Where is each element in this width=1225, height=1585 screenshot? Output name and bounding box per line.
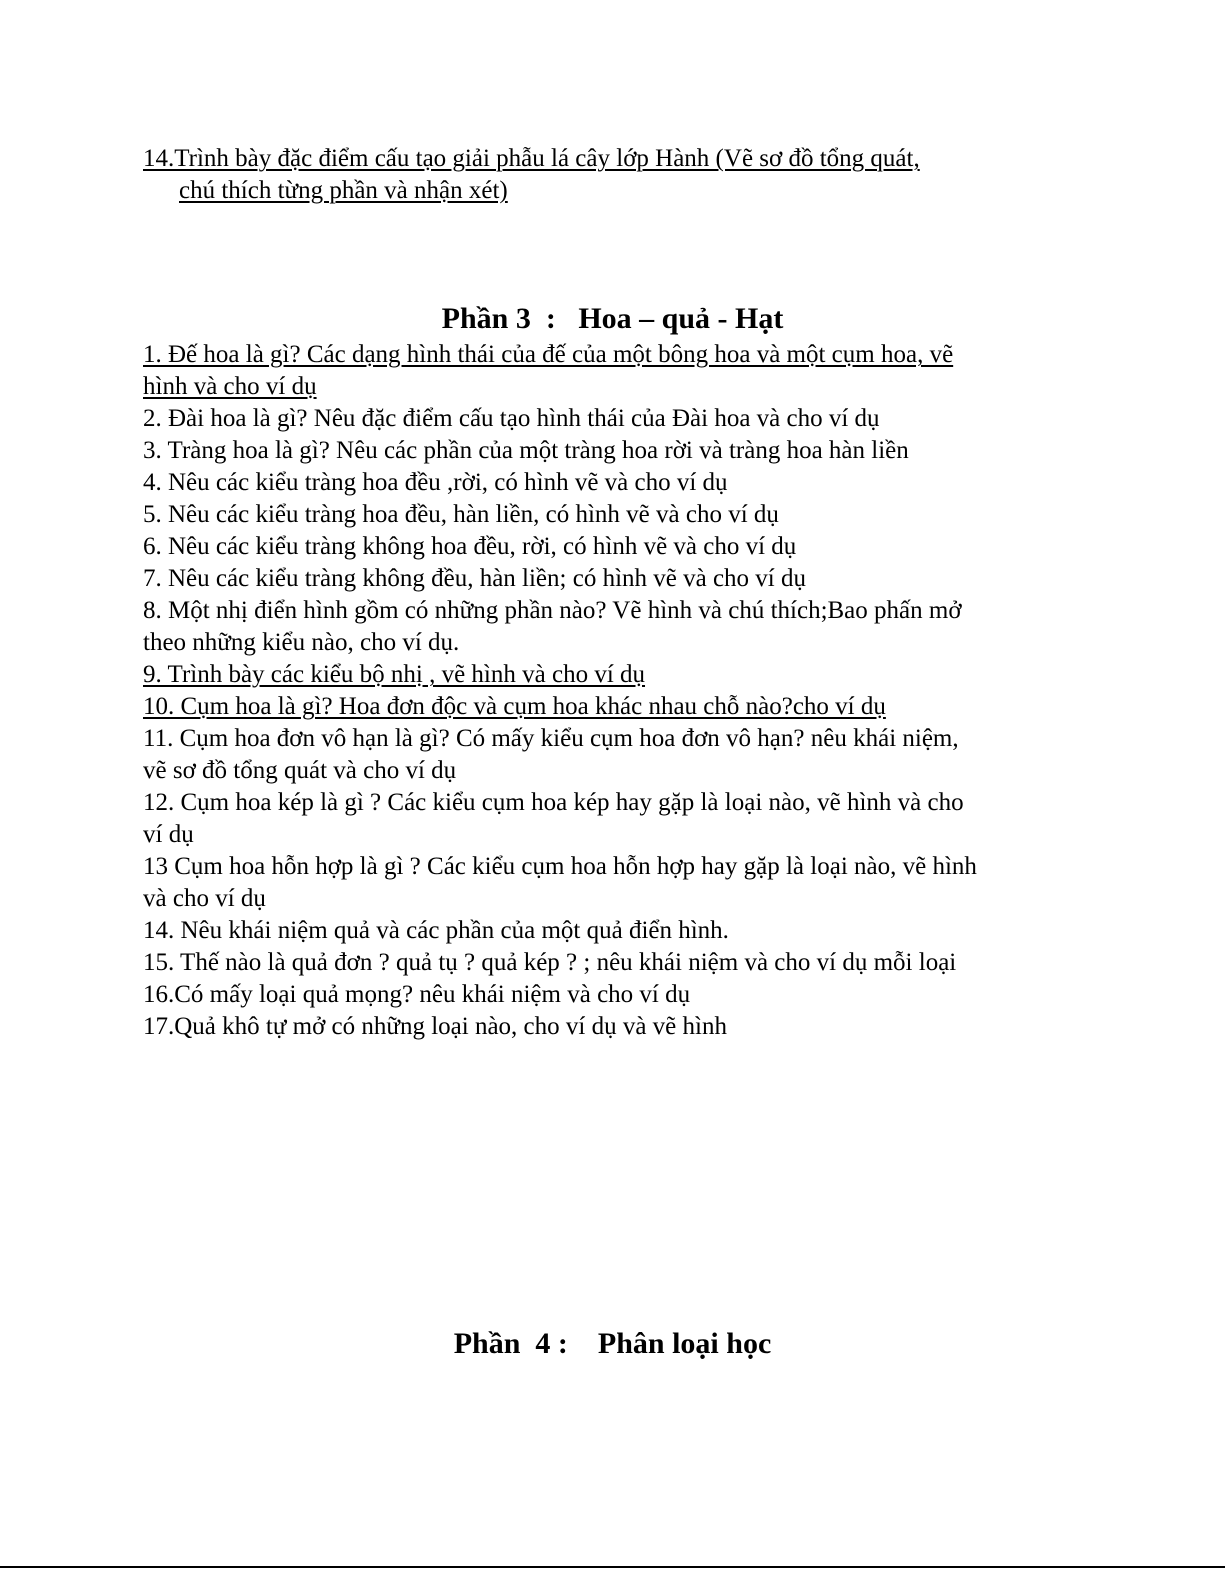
part3-line-6: 5. Nêu các kiểu tràng hoa đều, hàn liền, có hình vẽ và cho ví dụ <box>143 501 779 528</box>
part3-line-9: 8. Một nhị điển hình gồm có những phần nào? Vẽ hình và chú thích;Bao phấn mở <box>143 597 962 624</box>
part4-heading: Phần 4 : Phân loại học <box>453 1327 772 1360</box>
part3-line-8: 7. Nêu các kiểu tràng không đều, hàn liền; có hình vẽ và cho ví dụ <box>143 565 807 592</box>
part2-question-14-line-2: chú thích từng phần và nhận xét) <box>179 177 508 204</box>
part3-line-7: 6. Nêu các kiểu tràng không hoa đều, rời, có hình vẽ và cho ví dụ <box>143 533 797 560</box>
part3-line-2: hình và cho ví dụ <box>143 373 317 400</box>
part2-question-14-line-1: 14.Trình bày đặc điểm cấu tạo giải phẫu lá cây lớp Hành (Vẽ sơ đồ tổng quát, <box>143 145 920 172</box>
part3-line-12: 10. Cụm hoa là gì? Hoa đơn độc và cụm hoa khác nhau chỗ nào?cho ví dụ <box>143 693 886 720</box>
part3-line-4: 3. Tràng hoa là gì? Nêu các phần của một tràng hoa rời và tràng hoa hàn liền <box>143 437 909 464</box>
part3-line-21: 16.Có mấy loại quả mọng? nêu khái niệm và cho ví dụ <box>143 981 691 1008</box>
part3-line-11: 9. Trình bày các kiểu bộ nhị , vẽ hình và cho ví dụ <box>143 661 646 688</box>
part3-line-22: 17.Quả khô tự mở có những loại nào, cho ví dụ và vẽ hình <box>143 1013 727 1040</box>
part3-line-15: 12. Cụm hoa kép là gì ? Các kiểu cụm hoa kép hay gặp là loại nào, vẽ hình và cho <box>143 789 964 816</box>
part3-line-14: vẽ sơ đồ tổng quát và cho ví dụ <box>143 757 457 784</box>
part3-line-3: 2. Đài hoa là gì? Nêu đặc điểm cấu tạo hình thái của Đài hoa và cho ví dụ <box>143 405 880 432</box>
part3-line-10: theo những kiểu nào, cho ví dụ. <box>143 629 460 656</box>
part3-line-18: và cho ví dụ <box>143 885 266 912</box>
part3-line-5: 4. Nêu các kiểu tràng hoa đều ,rời, có hình vẽ và cho ví dụ <box>143 469 728 496</box>
part3-line-19: 14. Nêu khái niệm quả và các phần của một quả điển hình. <box>143 917 729 944</box>
part3-line-13: 11. Cụm hoa đơn vô hạn là gì? Có mấy kiểu cụm hoa đơn vô hạn? nêu khái niệm, <box>143 725 959 752</box>
page-bottom-rule <box>0 1566 1225 1568</box>
part3-line-16: ví dụ <box>143 821 194 848</box>
part3-heading: Phần 3 : Hoa – quả - Hạt <box>441 302 784 335</box>
part3-line-17: 13 Cụm hoa hỗn hợp là gì ? Các kiểu cụm hoa hỗn hợp hay gặp là loại nào, vẽ hình <box>143 853 977 880</box>
part3-line-20: 15. Thế nào là quả đơn ? quả tụ ? quả kép ? ; nêu khái niệm và cho ví dụ mỗi loại <box>143 949 957 976</box>
part3-line-1: 1. Đế hoa là gì? Các dạng hình thái của đế của một bông hoa và một cụm hoa, vẽ <box>143 341 954 368</box>
